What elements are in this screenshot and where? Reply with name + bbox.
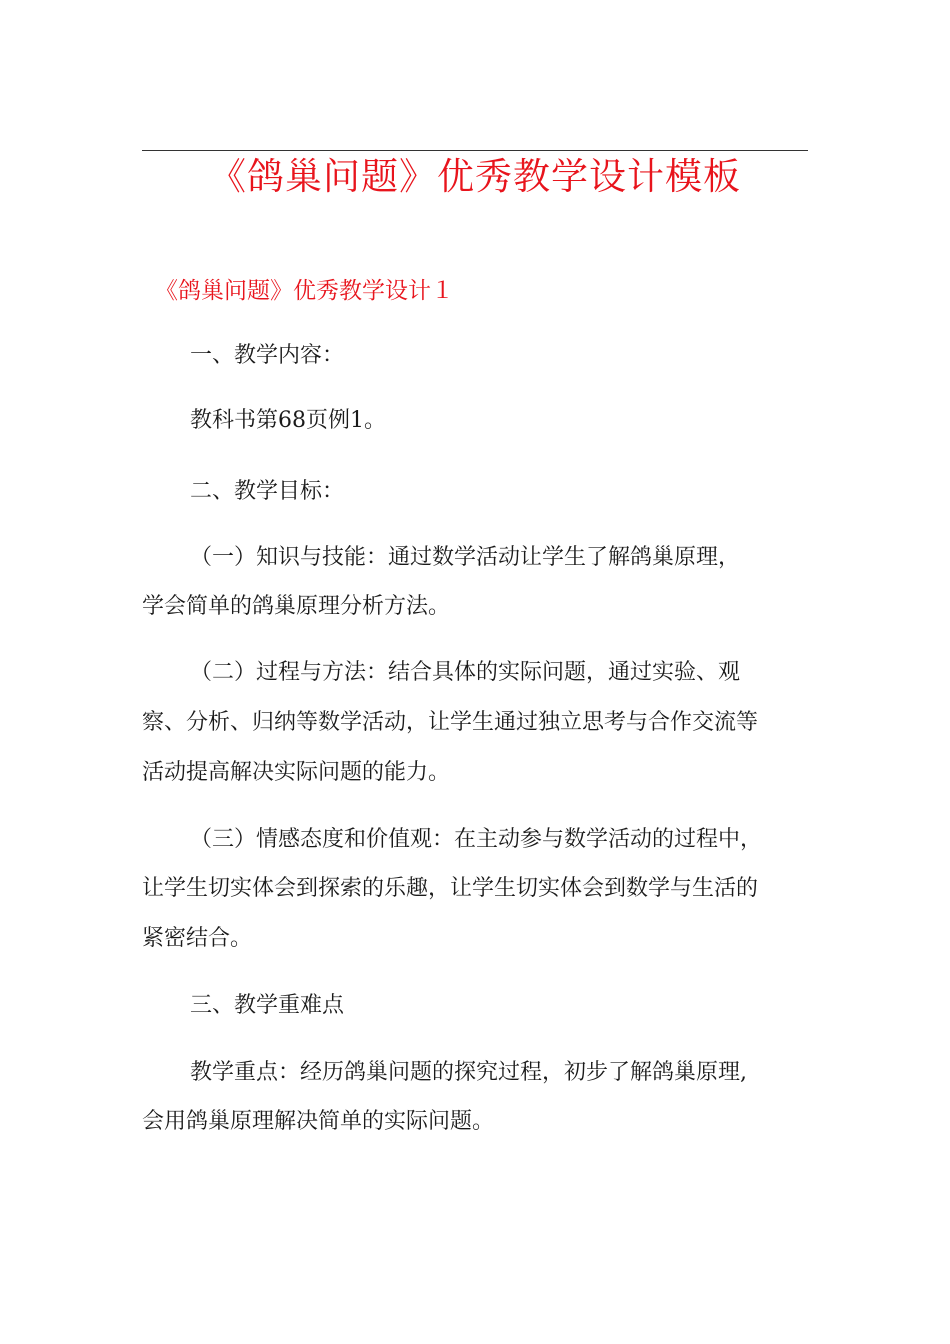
heading-teaching-content: 一、教学内容： — [190, 343, 345, 368]
paragraph-goal-3-line-1: （三）情感态度和价值观：在主动参与数学活动的过程中， — [190, 827, 763, 852]
paragraph-goal-3-line-2: 让学生切实体会到探索的乐趣，让学生切实体会到数学与生活的 — [142, 876, 759, 901]
paragraph-key-points-line-1: 教学重点：经历鸽巢问题的探究过程，初步了解鸽巢原理, — [190, 1060, 747, 1085]
paragraph-textbook: 教科书第68页例1。 — [190, 408, 386, 433]
paragraph-goal-1-line-2: 学会简单的鸽巢原理分析方法。 — [142, 594, 451, 619]
document-title: 《鸽巢问题》优秀教学设计模板 — [209, 155, 741, 198]
paragraph-goal-1-line-1: （一）知识与技能：通过数学活动让学生了解鸽巢原理， — [190, 545, 741, 570]
paragraph-goal-2-line-3: 活动提高解决实际问题的能力。 — [142, 760, 451, 785]
heading-key-difficulties: 三、教学重难点 — [190, 993, 345, 1018]
heading-teaching-goals: 二、教学目标： — [190, 479, 345, 504]
paragraph-goal-3-line-3: 紧密结合。 — [142, 926, 253, 951]
header-rule — [142, 150, 808, 151]
section-title: 《鸽巢问题》优秀教学设计１ — [155, 278, 454, 304]
paragraph-key-points-line-2: 会用鸽巢原理解决简单的实际问题。 — [142, 1109, 495, 1134]
paragraph-goal-2-line-1: （二）过程与方法：结合具体的实际问题，通过实验、观 — [190, 660, 741, 685]
paragraph-goal-2-line-2: 察、分析、归纳等数学活动，让学生通过独立思考与合作交流等 — [142, 710, 759, 735]
